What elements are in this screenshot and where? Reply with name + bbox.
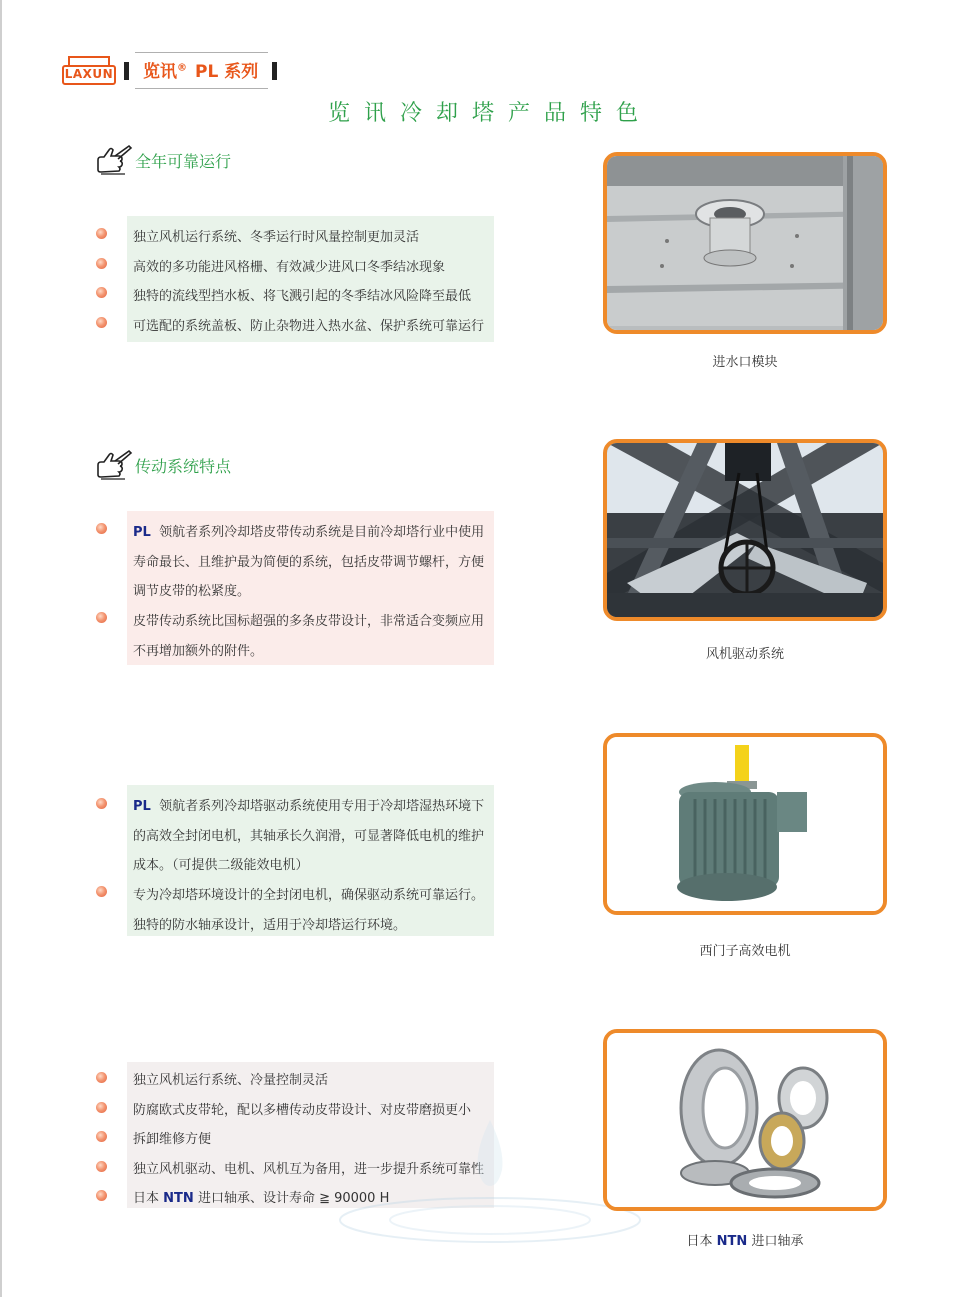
hand-writing-icon bbox=[95, 144, 133, 176]
feature-item: 专为冷却塔环境设计的全封闭电机，确保驱动系统可靠运行。 bbox=[133, 888, 485, 903]
photo-motor bbox=[603, 733, 887, 915]
feature-item: 独立风机运行系统、冬季运行时风量控制更加灵活 bbox=[133, 230, 420, 245]
section-heading-label: 传动系统特点 bbox=[135, 456, 232, 476]
bullet-dot-icon bbox=[96, 798, 107, 809]
photo-caption: 风机驱动系统 bbox=[705, 647, 784, 662]
feature-item: 可选配的系统盖板、防止杂物进入热水盆、保护系统可靠运行 bbox=[133, 319, 485, 334]
feature-item-cont: 成本。（可提供二级能效电机） bbox=[133, 858, 309, 873]
feature-item: PL 领航者系列冷却塔驱动系统使用专用于冷却塔湿热环境下 bbox=[133, 799, 485, 814]
hand-writing-icon bbox=[95, 449, 133, 481]
ntn-brand: NTN bbox=[163, 1191, 194, 1206]
photo-caption: 日本 NTN 进口轴承 bbox=[686, 1234, 804, 1249]
photo-inlet-module bbox=[603, 152, 887, 334]
bullet-dot-icon bbox=[96, 1190, 107, 1201]
brand-divider-bar-end bbox=[272, 62, 277, 80]
bullet-dot-icon bbox=[96, 612, 107, 623]
photo-caption: 进水口模块 bbox=[712, 355, 778, 370]
feature-item: 高效的多功能进风格栅、有效减少进风口冬季结冰现象 bbox=[133, 260, 446, 275]
feature-item: 独特的流线型挡水板、将飞溅引起的冬季结冰风险降至最低 bbox=[133, 289, 472, 304]
feature-item-cont: 不再增加额外的附件。 bbox=[133, 644, 264, 659]
brand-header bbox=[62, 52, 277, 89]
bullet-dot-icon bbox=[96, 287, 107, 298]
feature-item: 独立风机驱动、电机、风机互为备用，进一步提升系统可靠性 bbox=[133, 1162, 485, 1177]
bullet-dot-icon bbox=[96, 886, 107, 897]
brand-divider-bar bbox=[124, 62, 129, 80]
bullet-dot-icon bbox=[96, 1102, 107, 1113]
feature-item-cont: 独特的防水轴承设计，适用于冷却塔运行环境。 bbox=[133, 918, 407, 933]
ntn-brand: NTN bbox=[716, 1234, 748, 1249]
feature-item: PL 领航者系列冷却塔皮带传动系统是目前冷却塔行业中使用 bbox=[133, 525, 485, 540]
bullet-dot-icon bbox=[96, 1131, 107, 1142]
bullet-dot-icon bbox=[96, 1072, 107, 1083]
brand-name: 览讯 bbox=[143, 62, 177, 82]
series-tag: PL bbox=[133, 525, 151, 540]
bullet-dot-icon bbox=[96, 317, 107, 328]
laxun-logo: LAXUN bbox=[62, 56, 116, 86]
series-tag: PL bbox=[133, 799, 151, 814]
photo-bearings bbox=[603, 1029, 887, 1211]
water-drop-decoration bbox=[330, 1110, 650, 1260]
photo-fan-drive bbox=[603, 439, 887, 621]
page-title: 览讯冷却塔产品特色 bbox=[327, 101, 652, 126]
feature-item-cont: 寿命最长、且维护最为简便的系统，包括皮带调节螺杆，方便 bbox=[133, 555, 485, 570]
feature-item: 防腐欧式皮带轮，配以多槽传动皮带设计、对皮带磨损更小 bbox=[133, 1103, 472, 1118]
feature-item: 拆卸维修方便 bbox=[133, 1132, 212, 1147]
feature-item: 皮带传动系统比国标超强的多条皮带设计，非常适合变频应用 bbox=[133, 614, 485, 629]
feature-item: 独立风机运行系统、冷量控制灵活 bbox=[133, 1073, 329, 1088]
photo-caption: 西门子高效电机 bbox=[699, 944, 791, 959]
bullet-dot-icon bbox=[96, 1161, 107, 1172]
brand-title bbox=[135, 52, 268, 89]
section-heading-label: 全年可靠运行 bbox=[135, 151, 232, 171]
bullet-dot-icon bbox=[96, 523, 107, 534]
brand-series: PL 系列 bbox=[195, 62, 259, 82]
feature-item-cont: 调节皮带的松紧度。 bbox=[133, 584, 251, 599]
bullet-dot-icon bbox=[96, 228, 107, 239]
page-left-rule bbox=[0, 0, 2, 1297]
feature-item-cont: 的高效全封闭电机，其轴承长久润滑，可显著降低电机的维护 bbox=[133, 829, 485, 844]
feature-item: 日本 NTN 进口轴承、设计寿命 ≧ 90000 H bbox=[133, 1191, 390, 1206]
bullet-dot-icon bbox=[96, 258, 107, 269]
section-heading-drive bbox=[95, 449, 231, 481]
registered-mark: ® bbox=[177, 62, 187, 74]
section-heading-reliable bbox=[95, 144, 231, 176]
